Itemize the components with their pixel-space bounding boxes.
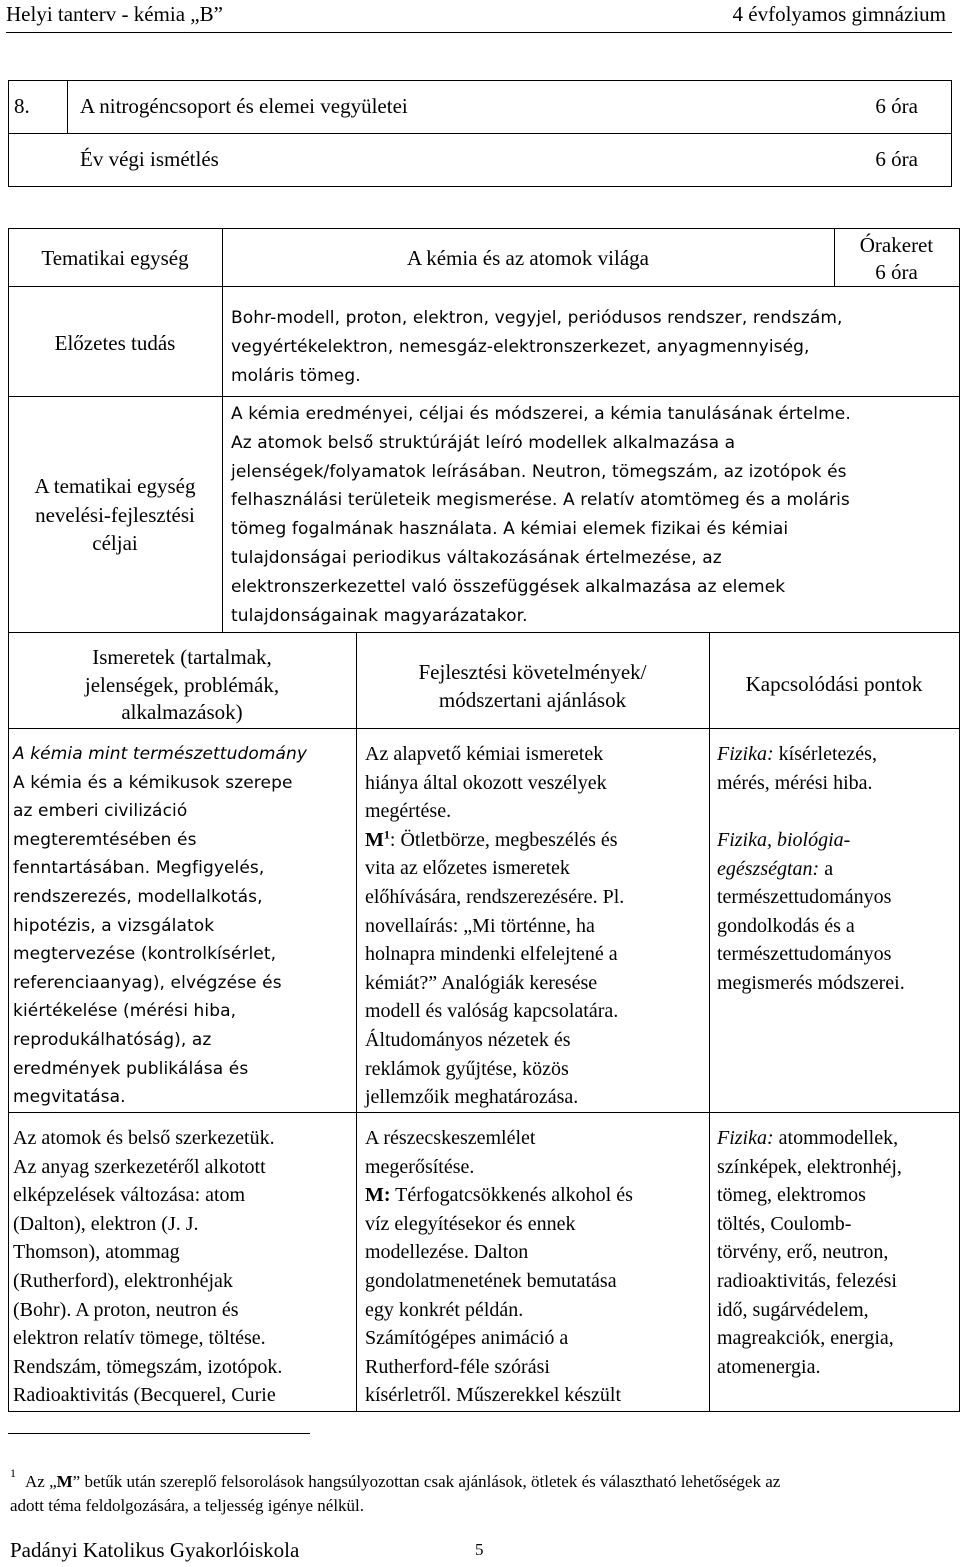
block1-requirements: Az alapvető kémiai ismeretek hiánya által okozott veszélyek megértése. $M^1$: Ötletbörze, megbeszélés és vita az előzetes ismeretek előhívására, rendszerezésére. Pl. novellaírás: „Mi történne, ha holnapra mindenki elfelejtené a kémiát?” Analógiák keresése modell és valóság kapcsolatára. Áltudományos nézetek és reklámok gyűjtése, közös jellemzőik meghatározása.	[365, 743, 625, 1109]
col-header-connections: Kapcsolódási pontok	[745, 672, 923, 696]
footnote-number: 1	[10, 1466, 16, 1480]
goals-text: A kémia eredményei, céljai és módszerei, a kémia tanulásának értelme. Az atomok belső struktúráját leíró modellek alkalmazása a jelenségek/folyamatok leírásában. Neutron, tömegszám, az izotópok és felhasználási területeik megismerése. A relatív atomtömeg és a moláris tömeg fogalmának használata. A kémiai elemek fizikai és kémiai tulajdonságai periodikus váltakozásának értelmezése, az elektronszerkezettel való összefüggések alkalmazása az elemek tulajdonságainak magyarázatakor.	[231, 404, 851, 626]
col-header-content: Ismeretek (tartalmak, jelenségek, problémák, alkalmazások)	[84, 645, 280, 724]
block2-content: Az atomok és belső szerkezetük. Az anyag szerkezetéről alkotott elképzelések változása: atom (Dalton), elektron (J. J. Thomson), atommag (Rutherford), elektronhéjak (Bohr). A proton, neutron és elektron relatív tömege, töltése. Rendszám, tömegszám, izotópok. Radioaktivitás (Becquerel, Curie	[13, 1127, 283, 1407]
block1-content: A kémia mint természettudomány A kémia és a kémikusok szerepe az emberi civilizáció megteremtésében és fenntartásában. Megfigyelés, rendszerezés, modellalkotás, hipotézis, a vizsgálatok megtervezése (kontrolkísérlet, referenciaanyag), elvégzése és kiértékelése (mérési hiba, reprodukálhatóság), az eredmények publikálása és megvitatása.	[13, 744, 308, 1108]
page-number: 5	[475, 1540, 484, 1559]
section-hours: 6 óra	[875, 94, 918, 118]
header-left: Helyi tanterv - kémia „B”	[6, 2, 223, 26]
block2-requirements: A részecskeszemlélet megerősítése. M: Térfogatcsökkenés alkohol és víz elegyítésekor és ennek modellezése. Dalton gondolatmenetének bemutatása egy konkrét példán. Számítógépes animáció a Rutherford-féle szórási kísérletről. Műszerekkel készült	[365, 1127, 633, 1407]
hours-value: 6 óra	[875, 260, 918, 284]
review-hours: 6 óra	[875, 147, 918, 171]
footer-school: Padányi Katolikus Gyakorlóiskola	[10, 1538, 300, 1562]
hours-label: Órakeret	[859, 233, 934, 257]
section-title: A nitrogéncsoport és elemei vegyületei	[80, 94, 408, 118]
footnote-text-line2: adott téma feldolgozására, a teljesség igénye nélkül.	[10, 1496, 365, 1515]
footnote-rule	[8, 1433, 310, 1434]
topic-title: A kémia és az atomok világa	[406, 246, 649, 270]
block2-connections: Fizika: atommodellek, színképek, elektronhéj, tömeg, elektromos töltés, Coulomb- törvény, erő, neutron, radioaktivitás, felezési idő, sugárvédelem, magreakciók, energia, atomenergia.	[717, 1127, 902, 1378]
header-right: 4 évfolyamos gimnázium	[732, 2, 946, 26]
block1-connections-biology: Fizika, biológia- egészségtan: a természettudományos gondolkodás és a természettudományos megismerés módszerei.	[717, 829, 905, 994]
label-prior: Előzetes tudás	[54, 331, 176, 355]
col-header-requirements: Fejlesztési követelmények/ módszertani ajánlások	[418, 660, 647, 712]
prior-text: Bohr-modell, proton, elektron, vegyjel, periódusos rendszer, rendszám, vegyértékelektron, nemesgáz-elektronszerkezet, anyagmennyiség, moláris tömeg.	[231, 308, 843, 386]
review-title: Év végi ismétlés	[80, 147, 219, 171]
label-topic: Tematikai egység	[41, 246, 189, 270]
header-rule	[6, 32, 952, 33]
section-number: 8.	[14, 94, 30, 118]
footnote-text: Az „M” betűk után szereplő felsorolások hangsúlyozottan csak ajánlások, ötletek és választható lehetőségek az	[25, 1472, 781, 1491]
block1-connections-physics: Fizika: kísérletezés, mérés, mérési hiba.	[717, 743, 877, 794]
label-goals: A tematikai egység nevelési-fejlesztési céljai	[34, 474, 196, 556]
